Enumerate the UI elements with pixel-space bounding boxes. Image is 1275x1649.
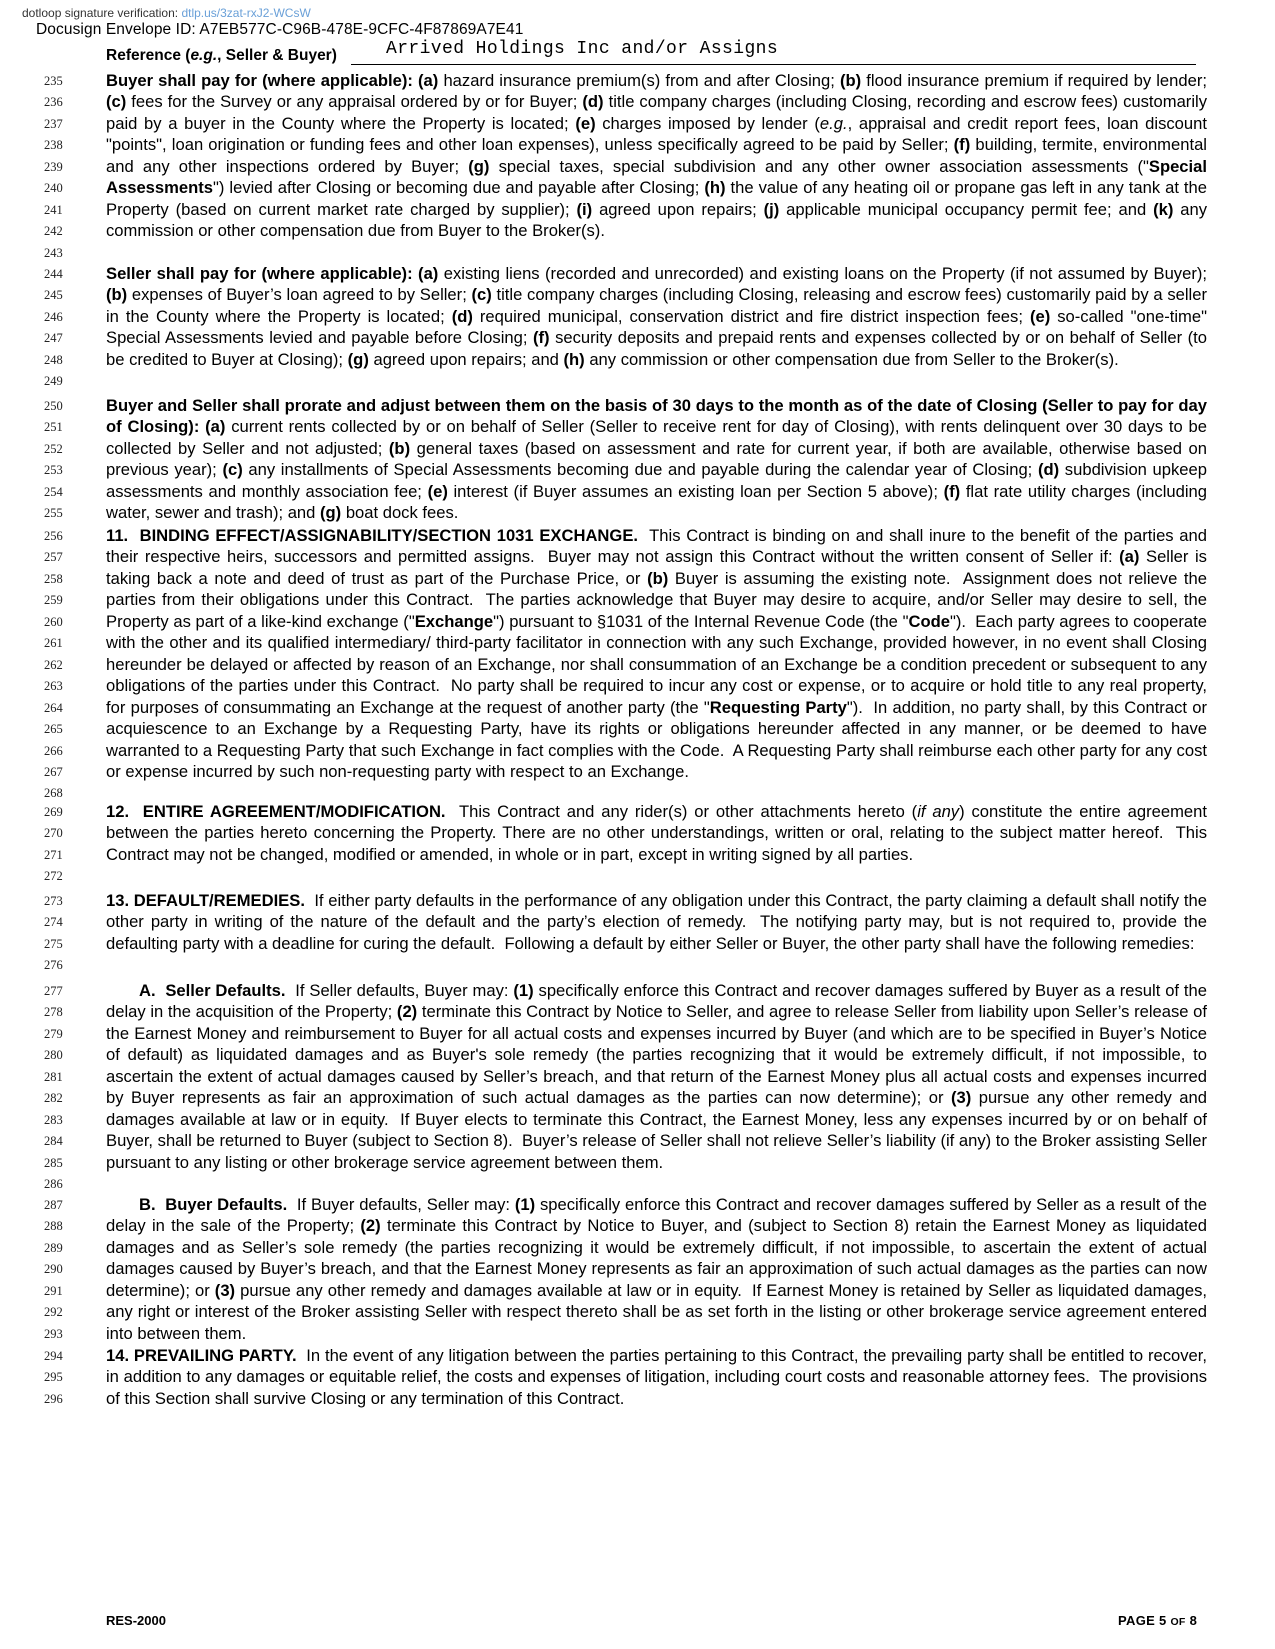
line-number: 271 [44,847,63,862]
line-number: 272 [44,869,63,884]
line-number: 243 [44,245,63,260]
line-number: 244 [44,267,63,281]
reference-row [106,41,1196,65]
line-number: 284 [44,1134,63,1149]
page-total: 8 [1189,1613,1198,1628]
page-number: 5 [1159,1613,1167,1628]
line-number: 239 [44,159,63,174]
reference-label: Reference (e.g., Seller & Buyer) [106,47,337,64]
line-number: 279 [44,1026,63,1041]
line-number: 288 [44,1219,63,1234]
line-number: 273 [44,894,63,908]
section-13b-buyer-defaults: B. Buyer Defaults. If Buyer defaults, Seller may: (1) specifically enforce this Contract and recover damages suffered by Seller as a result of the delay in the sale of the Property; (2) terminate this Contract by Notice to Buyer, and (subject to Section 8) retain the Earnest Money as liquidated damages and as Seller’s sole remedy (the parties recognizing it would be extremely difficult, if not impossible, to ascertain the extent of actual damages caused by Buyer’s breach, and that the Earnest Money represents as fair an approximation of such actual damages as the parties can now determine); or (3) pursue any other remedy and damages available at law or in equity. If Earnest Money is retained by Seller as liquidated damages, any right or interest of the Broker assisting Seller with respect thereto shall be as set forth in the listing or other brokerage service agreement entered into between them. [106,1195,1208,1343]
line-number: 248 [44,352,63,367]
line-number: 240 [44,181,63,196]
dotloop-label: dotloop signature verification: [22,6,179,20]
line-number: 292 [44,1305,63,1320]
line-number: 245 [44,288,63,303]
line-number: 291 [44,1283,63,1298]
line-number: 253 [44,463,63,478]
page-word: PAGE [1118,1613,1156,1628]
line-number: 250 [44,399,63,413]
line-number: 270 [44,826,63,841]
line-number: 266 [44,743,63,758]
line-number: 263 [44,679,63,694]
reference-underline [351,64,1196,65]
section-13-default-remedies: 13. DEFAULT/REMEDIES. If either party defaults in the performance of any obligation under this Contract, the party claiming a default shall notify the other party in writing of the nature of the default and the party’s election of remedy. The notifying party may, but is not required to, provide the defaulting party with a deadline for curing the default. Following a default by either Seller or Buyer, the other party shall have the following remedies: [106,891,1207,953]
line-number: 278 [44,1005,63,1020]
line-number: 294 [44,1349,63,1363]
line-number: 238 [44,138,63,153]
line-number: 277 [44,984,63,998]
line-number: 283 [44,1112,63,1127]
line-number: 257 [44,550,63,565]
line-number: 255 [44,506,63,521]
line-number: 237 [44,116,63,131]
line-number: 267 [44,764,63,779]
line-number: 247 [44,331,63,346]
line-number: 287 [44,1198,63,1212]
line-number: 254 [44,484,63,499]
dotloop-link[interactable]: dtlp.us/3zat-rxJ2-WCsW [181,6,311,20]
paragraph-seller-pays: Seller shall pay for (where applicable): (a) existing liens (recorded and unrecorded) and existing loans on the Property (if not assumed by Buyer); (b) expenses of Buyer’s loan agreed to by Seller; (c) title company charges (including Closing, releasing and escrow fees) customarily paid by a seller in the County where the Property is located; (d) required municipal, conservation district and fire district inspection fees; (e) so-called "one-time" Special Assessments levied and payable before Closing; (f) security deposits and prepaid rents and expenses collected by or on behalf of Seller (to be credited to Buyer at Closing); (g) agreed upon repairs; and (h) any commission or other compensation due from Seller to the Broker(s). [106,264,1207,369]
section-13a-seller-defaults: A. Seller Defaults. If Seller defaults, Buyer may: (1) specifically enforce this Contract and recover damages suffered by Buyer as a result of the delay in the acquisition of the Property; (2) terminate this Contract by Notice to Seller, and agree to release Seller from liability upon Seller’s release of the Earnest Money and reimbursement to Buyer for all actual costs and expenses incurred by Buyer (and which are to be specified in Buyer’s Notice of default) as liquidated damages and as Buyer's sole remedy (the parties recognizing that it would be extremely difficult, if not impossible, to ascertain the extent of actual damages caused by Seller’s breach, and that return of the Earnest Money plus all actual costs and expenses incurred by Buyer represents as fair an approximation of such actual damages as the parties can now determine); or (3) pursue any other remedy and damages available at law or in equity. If Buyer elects to terminate this Contract, the Earnest Money, less any expenses incurred by or on behalf of Buyer, shall be returned to Buyer (subject to Section 8). Buyer’s release of Seller shall not relieve Seller’s liability (if any) to the Broker assisting Seller pursuant to any listing or other brokerage service agreement between them. [106,981,1207,1172]
line-number: 241 [44,202,63,217]
line-number: 262 [44,657,63,672]
line-number: 265 [44,722,63,737]
line-number: 260 [44,614,63,629]
line-number: 252 [44,441,63,456]
line-number: 296 [44,1391,63,1406]
line-number: 289 [44,1240,63,1255]
line-number: 268 [44,786,63,801]
line-number: 275 [44,936,63,951]
line-number: 274 [44,915,63,930]
line-number: 295 [44,1370,63,1385]
paragraph-buyer-pays: Buyer shall pay for (where applicable): (a) hazard insurance premium(s) from and after Closing; (b) flood insurance premium if required by lender; (c) fees for the Survey or any appraisal ordered by or for Buyer; (d) title company charges (including Closing, recording and escrow fees) customarily paid by a buyer in the County where the Property is located; (e) charges imposed by lender (e.g., appraisal and credit report fees, loan discount "points", loan origination or funding fees and other loan expenses), unless specifically agreed to be paid by Seller; (f) building, termite, environmental and any other inspections ordered by Buyer; (g) special taxes, special subdivision and any other owner association assessments ("Special Assessments") levied after Closing or becoming due and payable after Closing; (h) the value of any heating oil or propane gas left in any tank at the Property (based on current market rate charged by supplier); (i) agreed upon repairs; (j) applicable municipal occupancy permit fee; and (k) any commission or other compensation due from Buyer to the Broker(s). [106,71,1207,241]
section-12-entire-agreement: 12. ENTIRE AGREEMENT/MODIFICATION. This Contract and any rider(s) or other attachments hereto (if any) constitute the entire agreement between the parties hereto concerning the Property. There are no other understandings, written or oral, relating to the subject matter hereof. This Contract may not be changed, modified or amended, in whole or in part, except in writing signed by all parties. [106,802,1207,864]
line-number: 259 [44,593,63,608]
line-number: 280 [44,1048,63,1063]
of-word: OF [1170,1616,1186,1628]
line-number: 235 [44,74,63,88]
line-number: 281 [44,1069,63,1084]
line-number: 276 [44,958,63,973]
form-id: RES-2000 [106,1613,166,1628]
line-number: 290 [44,1262,63,1277]
line-number: 236 [44,95,63,110]
line-number: 285 [44,1155,63,1170]
section-11-binding-effect: 11. BINDING EFFECT/ASSIGNABILITY/SECTION 1031 EXCHANGE. This Contract is binding on and shall inure to the benefit of the parties and their respective heirs, successors and permitted assigns. Buyer may not assign this Contract without the written consent of Seller if: (a) Seller is taking back a note and deed of trust as part of the Purchase Price, or (b) Buyer is assuming the existing note. Assignment does not relieve the parties from their obligations under this Contract. The parties acknowledge that Buyer may desire to acquire, and/or Seller may desire to sell, the Property as part of a like-kind exchange ("Exchange") pursuant to §1031 of the Internal Revenue Code (the "Code"). Each party agrees to cooperate with the other and its qualified intermediary/ third-party facilitator in connection with any such Exchange, provided however, in no event shall Closing hereunder be delayed or affected by reason of an Exchange, nor shall consummation of an Exchange be a condition precedent or subsequent to any obligations of the parties under this Contract. No party shall be required to incur any cost or expense, or to acquire or hold title to any real property, for purposes of consummating an Exchange at the request of another party (the "Requesting Party"). In addition, no party shall, by this Contract or acquiescence to an Exchange by a Requesting Party, have its rights or obligations hereunder affected in any manner, or be deemed to have warranted to a Requesting Party that such Exchange in fact complies with the Code. A Requesting Party shall reimburse each other party for any cost or expense incurred by such non-requesting party with respect to an Exchange. [106,526,1207,781]
page-indicator [1118,1613,1197,1628]
line-number: 264 [44,700,63,715]
line-number: 251 [44,420,63,435]
dotloop-verification [22,6,311,20]
line-number: 286 [44,1177,63,1192]
line-number: 256 [44,529,63,543]
line-number: 293 [44,1326,63,1341]
line-number: 258 [44,571,63,586]
paragraph-prorations: Buyer and Seller shall prorate and adjust between them on the basis of 30 days to the month as of the date of Closing (Seller to pay for day of Closing): (a) current rents collected by or on behalf of Seller (Seller to receive rent for day of Closing), with rents delinquent over 30 days to be collected by Seller and not adjusted; (b) general taxes (based on assessment and rate for current year, if both are available, otherwise based on previous year); (c) any installments of Special Assessments becoming due and payable during the calendar year of Closing; (d) subdivision upkeep assessments and monthly association fee; (e) interest (if Buyer assumes an existing loan per Section 5 above); (f) flat rate utility charges (including water, sewer and trash); and (g) boat dock fees. [106,396,1207,523]
reference-value: Arrived Holdings Inc and/or Assigns [386,39,779,59]
line-number: 269 [44,805,63,819]
section-14-prevailing-party: 14. PREVAILING PARTY. In the event of any litigation between the parties pertaining to this Contract, the prevailing party shall be entitled to recover, in addition to any damages or equitable relief, the costs and expenses of litigation, including court costs and reasonable attorney fees. The provisions of this Section shall survive Closing or any termination of this Contract. [106,1346,1207,1408]
docusign-envelope-id: Docusign Envelope ID: A7EB577C-C96B-478E-9CFC-4F87869A7E41 [36,21,524,38]
line-number: 249 [44,374,63,389]
line-number: 261 [44,636,63,651]
line-number: 282 [44,1091,63,1106]
line-number: 246 [44,309,63,324]
line-number: 242 [44,224,63,239]
